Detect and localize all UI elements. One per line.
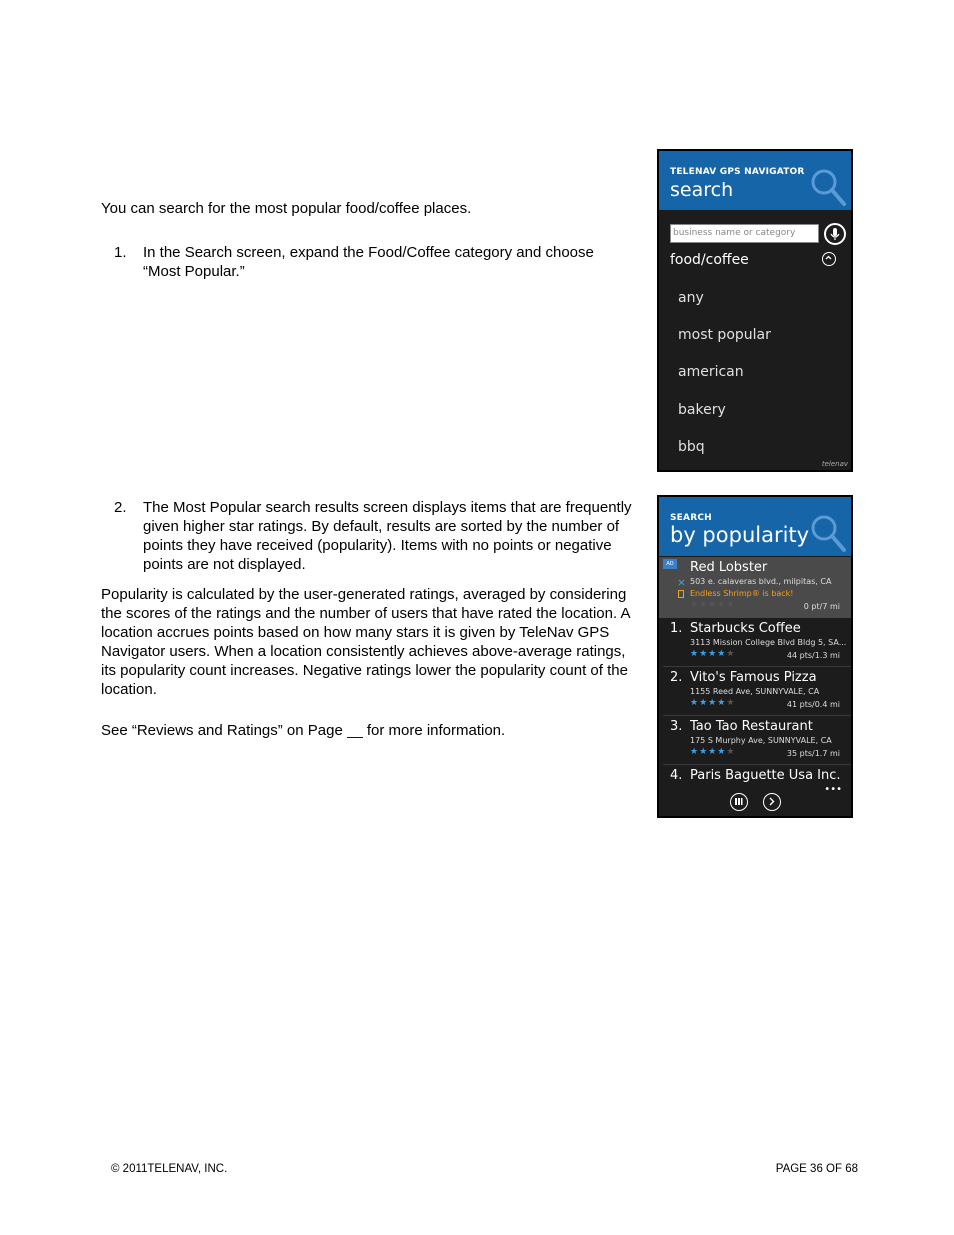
subcategory-bakery[interactable]: bakery xyxy=(678,402,726,418)
app-title: TELENAV GPS NAVIGATOR xyxy=(670,167,805,177)
star-icon: ★ xyxy=(717,649,727,659)
star-icon: ★ xyxy=(690,600,700,610)
star-icon: ★ xyxy=(708,649,718,659)
telenav-logo: telenav xyxy=(821,460,848,468)
magnifier-icon xyxy=(809,167,847,207)
screen-header xyxy=(659,497,851,556)
result-name: Red Lobster xyxy=(690,560,768,575)
ad-badge: AD xyxy=(663,559,677,569)
star-icon: ★ xyxy=(690,649,700,659)
result-stars xyxy=(690,600,735,610)
star-icon: ★ xyxy=(699,698,709,708)
scissors-icon xyxy=(678,579,685,586)
result-address: 175 S Murphy Ave, SUNNYVALE, CA xyxy=(690,736,832,745)
see-also xyxy=(101,721,641,740)
subcategory-most-popular[interactable]: most popular xyxy=(678,327,771,343)
category-food-coffee[interactable]: food/coffee xyxy=(670,252,749,268)
next-button[interactable] xyxy=(763,793,781,811)
step-number: 1. xyxy=(114,244,127,261)
result-stars xyxy=(690,649,735,659)
step-text: In the Search screen, expand the Food/Coffee category and choose “Most Popular.” xyxy=(143,244,594,280)
result-name: Starbucks Coffee xyxy=(690,621,801,636)
result-number: 4. xyxy=(670,768,683,783)
star-icon: ★ xyxy=(690,747,700,757)
star-icon: ★ xyxy=(726,649,736,659)
star-icon: ★ xyxy=(726,698,736,708)
subcategory-bbq[interactable]: bbq xyxy=(678,439,705,455)
result-promo: Endless Shrimp® is back! xyxy=(690,589,794,598)
collapse-arrow-icon[interactable] xyxy=(822,252,836,266)
result-number: 2. xyxy=(670,670,683,685)
app-title: SEARCH xyxy=(670,513,712,523)
result-stars xyxy=(690,698,735,708)
page-link[interactable] xyxy=(347,722,363,738)
result-distance: 44 pts/1.3 mi xyxy=(786,651,840,660)
more-options-icon[interactable]: ••• xyxy=(824,784,842,795)
star-icon: ★ xyxy=(699,649,709,659)
microphone-icon[interactable] xyxy=(824,223,846,245)
star-icon: ★ xyxy=(726,600,736,610)
result-address: 3113 Mission College Blvd Bldg 5, SA... xyxy=(690,638,847,647)
star-icon: ★ xyxy=(717,698,727,708)
subcategory-any[interactable]: any xyxy=(678,290,704,306)
result-stars xyxy=(690,747,735,757)
divider xyxy=(663,715,851,716)
result-number: 1. xyxy=(670,621,683,636)
footer-copyright: © 2011TELENAV, INC. xyxy=(111,1163,228,1175)
star-icon: ★ xyxy=(690,698,700,708)
result-distance: 0 pt/7 mi xyxy=(803,602,840,611)
intro-text: You can search for the most popular food/coffee places. xyxy=(101,200,472,217)
magnifier-icon xyxy=(809,513,847,553)
result-name: Tao Tao Restaurant xyxy=(690,719,813,734)
screen-title: search xyxy=(670,179,734,201)
screen-header xyxy=(659,151,851,210)
see-also-before: See “Reviews and Ratings” on Page xyxy=(101,722,343,739)
star-icon: ★ xyxy=(708,698,718,708)
coupon-icon xyxy=(678,590,684,598)
star-icon: ★ xyxy=(699,600,709,610)
popularity-paragraph: Popularity is calculated by the user-generated ratings, averaged by considering the scores of the ratings and the number of users that have rated the location. A location accrues points based on how many stars it is given by TeleNav GPS Navigator users. When a location consistently achieves above-average ratings, its popularity count increases. Negative ratings lower the popularity count of the location. xyxy=(101,586,630,698)
star-icon: ★ xyxy=(699,747,709,757)
star-icon: ★ xyxy=(717,600,727,610)
star-icon: ★ xyxy=(708,600,718,610)
step-text: The Most Popular search results screen displays items that are frequently given higher star ratings. By default, results are sorted by the number of points they have received (popularity). Items with no points or negative points are not displayed. xyxy=(143,499,632,573)
star-icon: ★ xyxy=(726,747,736,757)
search-input[interactable]: business name or category xyxy=(670,224,819,243)
star-icon: ★ xyxy=(708,747,718,757)
divider xyxy=(663,666,851,667)
footer-page-number: PAGE 36 OF 68 xyxy=(775,1163,858,1175)
search-screen xyxy=(657,149,853,472)
step-number: 2. xyxy=(114,499,127,516)
divider xyxy=(663,764,851,765)
result-name: Vito's Famous Pizza xyxy=(690,670,817,685)
result-address: 503 e. calaveras blvd., milpitas, CA xyxy=(690,577,832,586)
result-address: 1155 Reed Ave, SUNNYVALE, CA xyxy=(690,687,820,696)
popularity-results-screen xyxy=(657,495,853,818)
list-view-button[interactable] xyxy=(730,793,748,811)
result-distance: 35 pts/1.7 mi xyxy=(786,749,840,758)
result-number: 3. xyxy=(670,719,683,734)
subcategory-american[interactable]: american xyxy=(678,364,744,380)
see-also-after: for more information. xyxy=(366,722,506,739)
result-name: Paris Baguette Usa Inc. xyxy=(690,768,841,783)
result-distance: 41 pts/0.4 mi xyxy=(786,700,840,709)
star-icon: ★ xyxy=(717,747,727,757)
screen-title: by popularity xyxy=(670,523,810,547)
